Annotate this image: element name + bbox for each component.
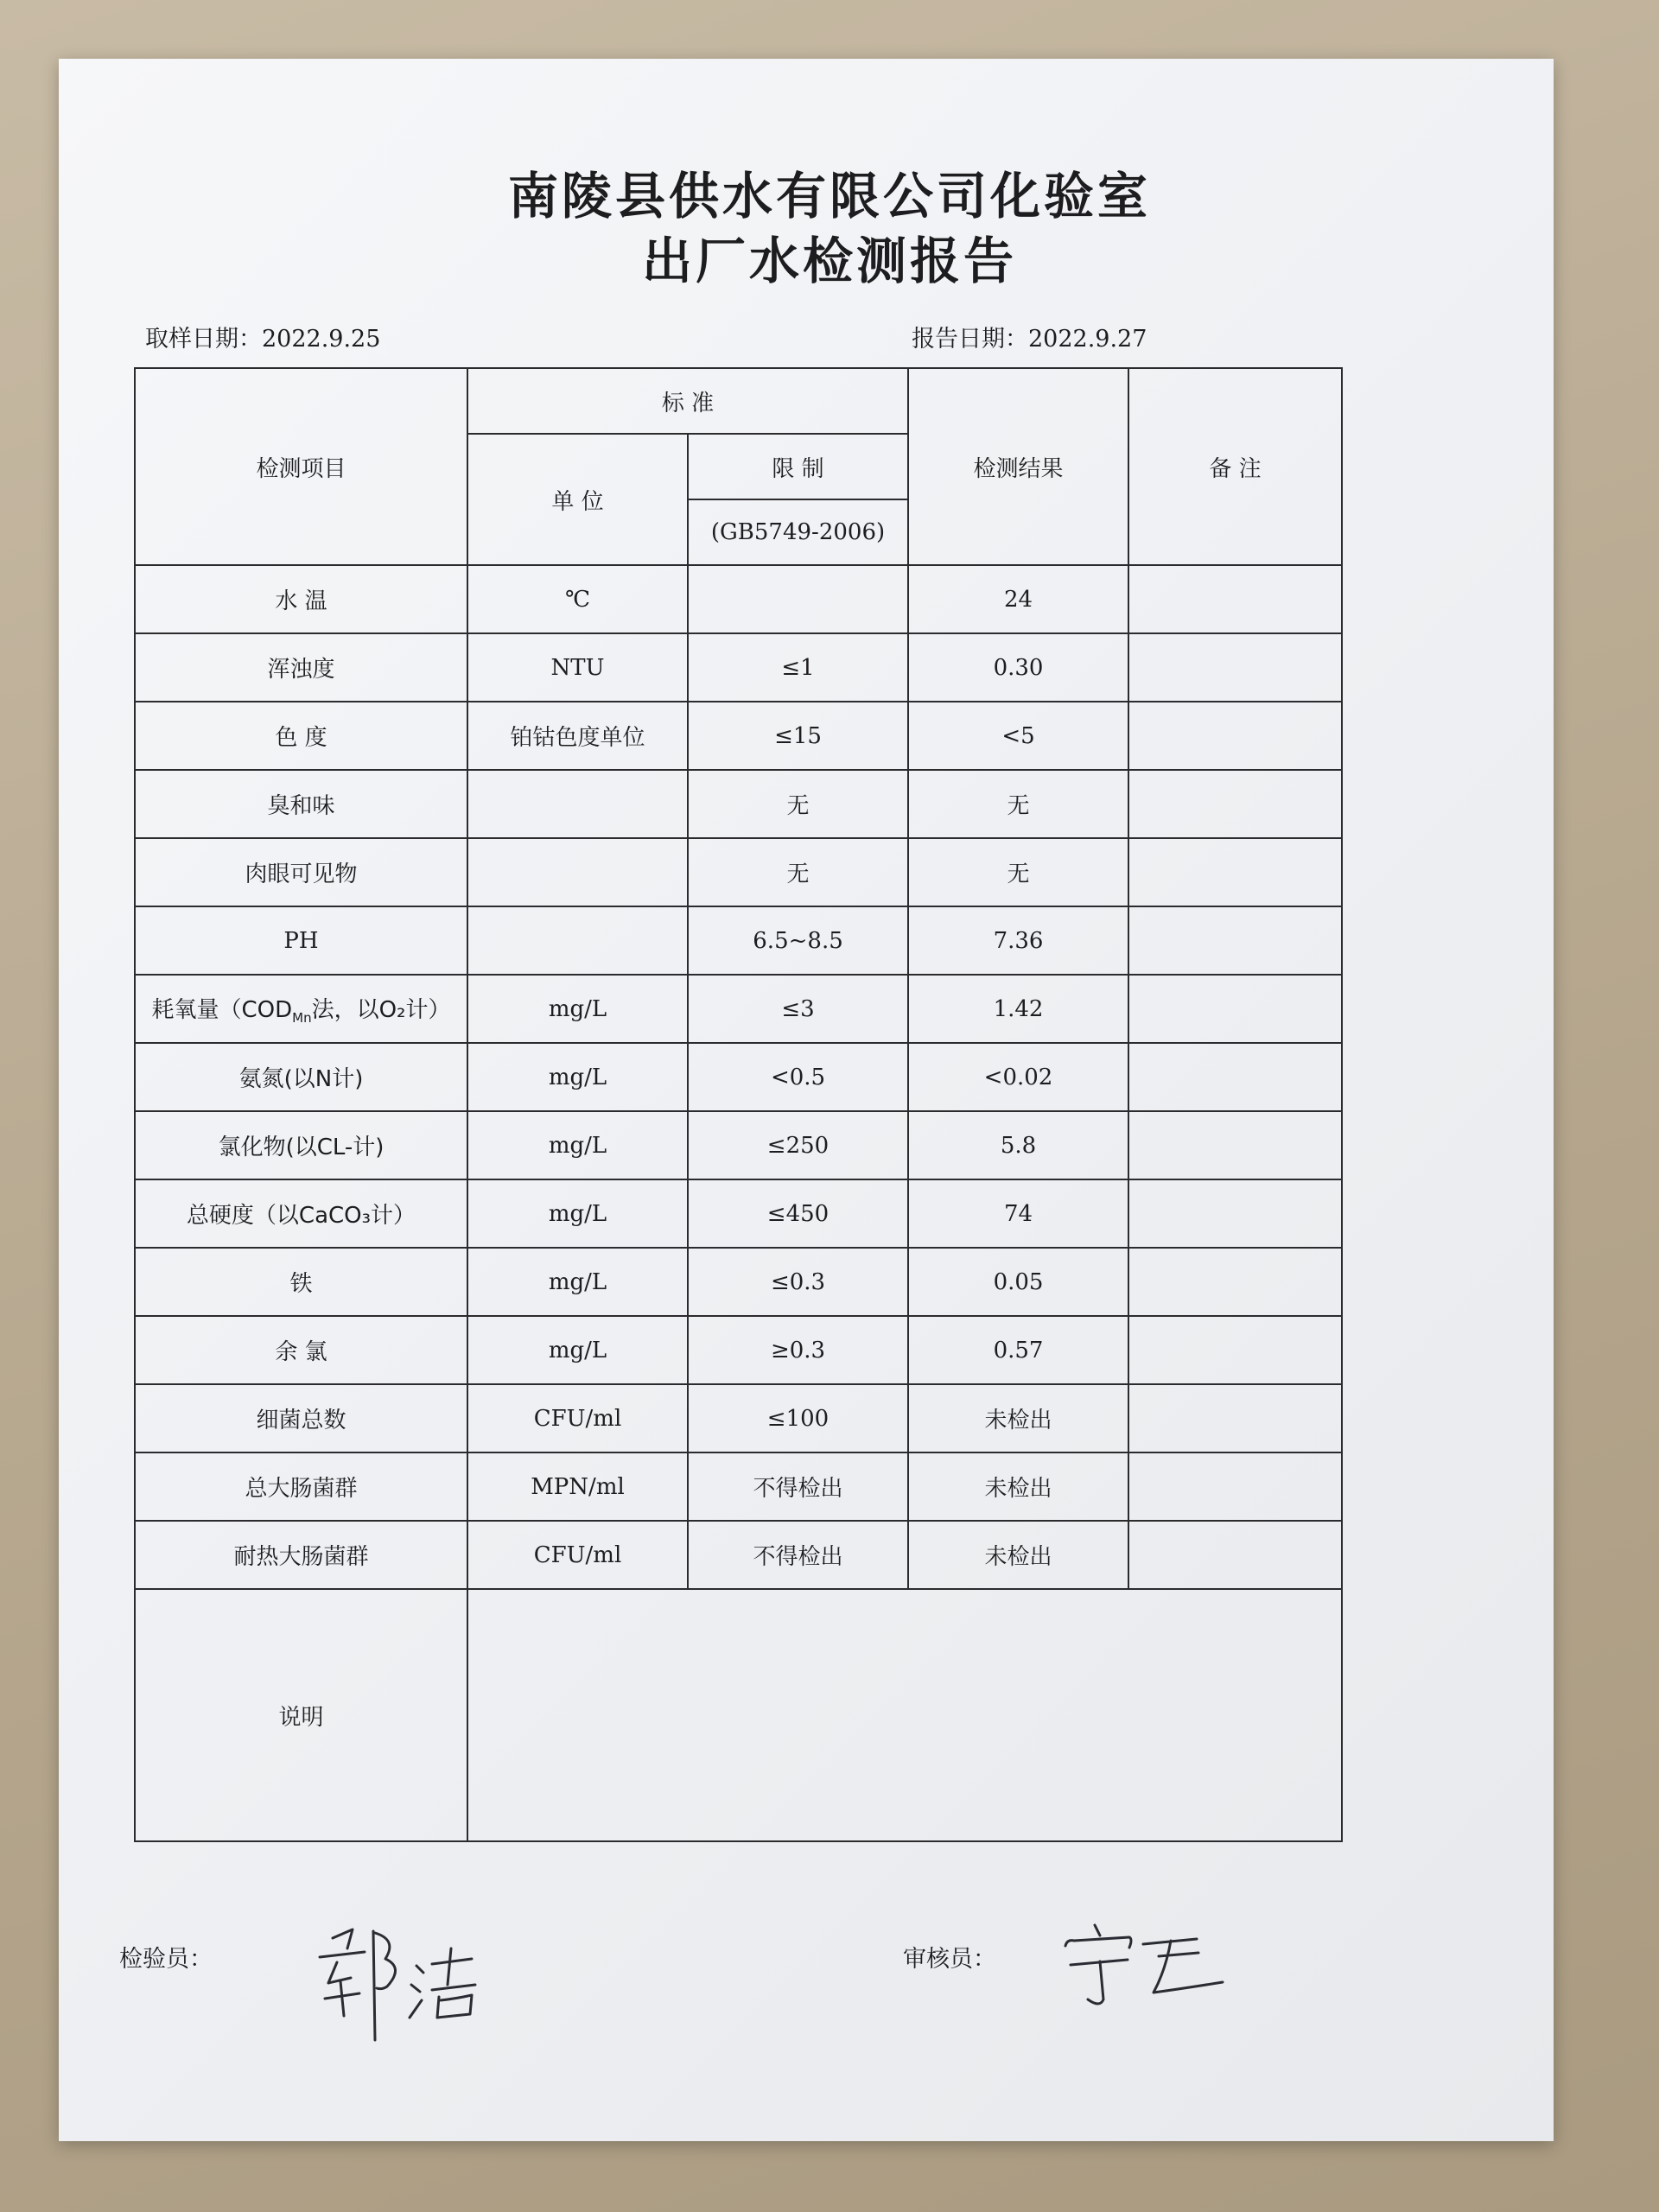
cell-item: 浑浊度 [135, 633, 467, 702]
cell-item-subscript: Mn [292, 1010, 312, 1027]
cell-item: 氨氮(以N计) [135, 1043, 467, 1111]
table-row [135, 1384, 1342, 1452]
cell-unit: mg/L [467, 1043, 688, 1111]
cell-limit: 无 [688, 838, 908, 906]
cell-item: 耐热大肠菌群 [135, 1521, 467, 1589]
cell-result: <0.02 [908, 1043, 1128, 1111]
report-date-label: 报告日期： [912, 326, 1028, 353]
cell-remark [1128, 1316, 1342, 1384]
header-unit: 单 位 [467, 434, 688, 565]
cell-result: 未检出 [908, 1452, 1128, 1521]
cell-result: 未检出 [908, 1384, 1128, 1452]
cell-remark [1128, 702, 1342, 770]
table-row [135, 1248, 1342, 1316]
table-row [135, 1316, 1342, 1384]
sampling-date-value: 2022.9.25 [262, 326, 381, 353]
cell-unit: NTU [467, 633, 688, 702]
sampling-date-label: 取样日期： [145, 326, 262, 353]
cell-remark [1128, 906, 1342, 975]
cell-unit: CFU/ml [467, 1384, 688, 1452]
cell-limit: ≤100 [688, 1384, 908, 1452]
header-limit-basis: (GB5749-2006) [688, 499, 908, 565]
cell-unit: mg/L [467, 1179, 688, 1248]
table-row [135, 1452, 1342, 1521]
notes-label: 说明 [135, 1589, 467, 1841]
report-date [912, 320, 1147, 353]
cell-limit: ≥0.3 [688, 1316, 908, 1384]
table-row [135, 702, 1342, 770]
cell-item: 色 度 [135, 702, 467, 770]
cell-limit: 不得检出 [688, 1452, 908, 1521]
cell-limit: ≤0.3 [688, 1248, 908, 1316]
cell-remark [1128, 1248, 1342, 1316]
cell-item: 水 温 [135, 565, 467, 633]
cell-unit: CFU/ml [467, 1521, 688, 1589]
inspector-signature [302, 1914, 501, 2052]
cell-result: 1.42 [908, 975, 1128, 1043]
cell-remark [1128, 565, 1342, 633]
cell-result: 0.57 [908, 1316, 1128, 1384]
cell-result: 无 [908, 838, 1128, 906]
cell-result: 24 [908, 565, 1128, 633]
table-row [135, 565, 1342, 633]
cell-unit: mg/L [467, 975, 688, 1043]
cell-result: 无 [908, 770, 1128, 838]
header-standard: 标 准 [467, 368, 908, 434]
cell-limit: 不得检出 [688, 1521, 908, 1589]
header-row [135, 368, 1342, 434]
table-row [135, 633, 1342, 702]
cell-result: 未检出 [908, 1521, 1128, 1589]
header-remark: 备 注 [1128, 368, 1342, 565]
header-limit: 限 制 [688, 434, 908, 499]
cell-result: <5 [908, 702, 1128, 770]
report-title: 出厂水检测报告 [641, 232, 1017, 290]
cell-item: 臭和味 [135, 770, 467, 838]
table-row [135, 1043, 1342, 1111]
cell-limit: 6.5~8.5 [688, 906, 908, 975]
cell-result: 74 [908, 1179, 1128, 1248]
table-row [135, 975, 1342, 1043]
reviewer-label: 审核员： [903, 1946, 996, 1973]
test-results-table [134, 367, 1343, 1842]
notes-content [467, 1589, 1342, 1841]
cell-unit: mg/L [467, 1111, 688, 1179]
cell-limit: <0.5 [688, 1043, 908, 1111]
cell-item: 肉眼可见物 [135, 838, 467, 906]
table-row [135, 770, 1342, 838]
inspector-label: 检验员： [119, 1946, 213, 1973]
cell-result: 5.8 [908, 1111, 1128, 1179]
cell-unit [467, 838, 688, 906]
company-title: 南陵县供水有限公司化验室 [507, 167, 1151, 226]
reviewer-signature [1050, 1910, 1240, 2022]
cell-unit [467, 770, 688, 838]
cell-item: 余 氯 [135, 1316, 467, 1384]
cell-unit: MPN/ml [467, 1452, 688, 1521]
cell-item: 总大肠菌群 [135, 1452, 467, 1521]
cell-limit: ≤15 [688, 702, 908, 770]
cell-remark [1128, 1384, 1342, 1452]
cell-remark [1128, 1452, 1342, 1521]
cell-remark [1128, 1111, 1342, 1179]
cell-item: 氯化物(以CL-计) [135, 1111, 467, 1179]
cell-unit: mg/L [467, 1316, 688, 1384]
cell-limit [688, 565, 908, 633]
cell-limit: ≤1 [688, 633, 908, 702]
cell-remark [1128, 1179, 1342, 1248]
cell-item: 铁 [135, 1248, 467, 1316]
cell-limit: ≤450 [688, 1179, 908, 1248]
cell-remark [1128, 770, 1342, 838]
table-row [135, 906, 1342, 975]
cell-limit: ≤250 [688, 1111, 908, 1179]
cell-remark [1128, 1521, 1342, 1589]
cell-remark [1128, 975, 1342, 1043]
cell-result: 7.36 [908, 906, 1128, 975]
header-result: 检测结果 [908, 368, 1128, 565]
header-item: 检测项目 [135, 368, 467, 565]
cell-item: PH [135, 906, 467, 975]
cell-item: 总硬度（以CaCO₃计） [135, 1179, 467, 1248]
cell-result: 0.05 [908, 1248, 1128, 1316]
cell-item-main: 耗氧量（COD [151, 996, 293, 1023]
cell-result: 0.30 [908, 633, 1128, 702]
report-date-value: 2022.9.27 [1028, 326, 1147, 353]
table-row [135, 1521, 1342, 1589]
cell-item [135, 975, 467, 1043]
cell-unit: mg/L [467, 1248, 688, 1316]
cell-item: 细菌总数 [135, 1384, 467, 1452]
cell-item-tail: 法，以O₂计） [311, 996, 451, 1023]
cell-unit: 铂钴色度单位 [467, 702, 688, 770]
cell-limit: ≤3 [688, 975, 908, 1043]
cell-remark [1128, 838, 1342, 906]
cell-remark [1128, 633, 1342, 702]
cell-unit [467, 906, 688, 975]
table-row [135, 1179, 1342, 1248]
cell-remark [1128, 1043, 1342, 1111]
notes-row [135, 1589, 1342, 1841]
table-row [135, 838, 1342, 906]
cell-unit: ℃ [467, 565, 688, 633]
table-row [135, 1111, 1342, 1179]
sampling-date [145, 320, 380, 353]
cell-limit: 无 [688, 770, 908, 838]
